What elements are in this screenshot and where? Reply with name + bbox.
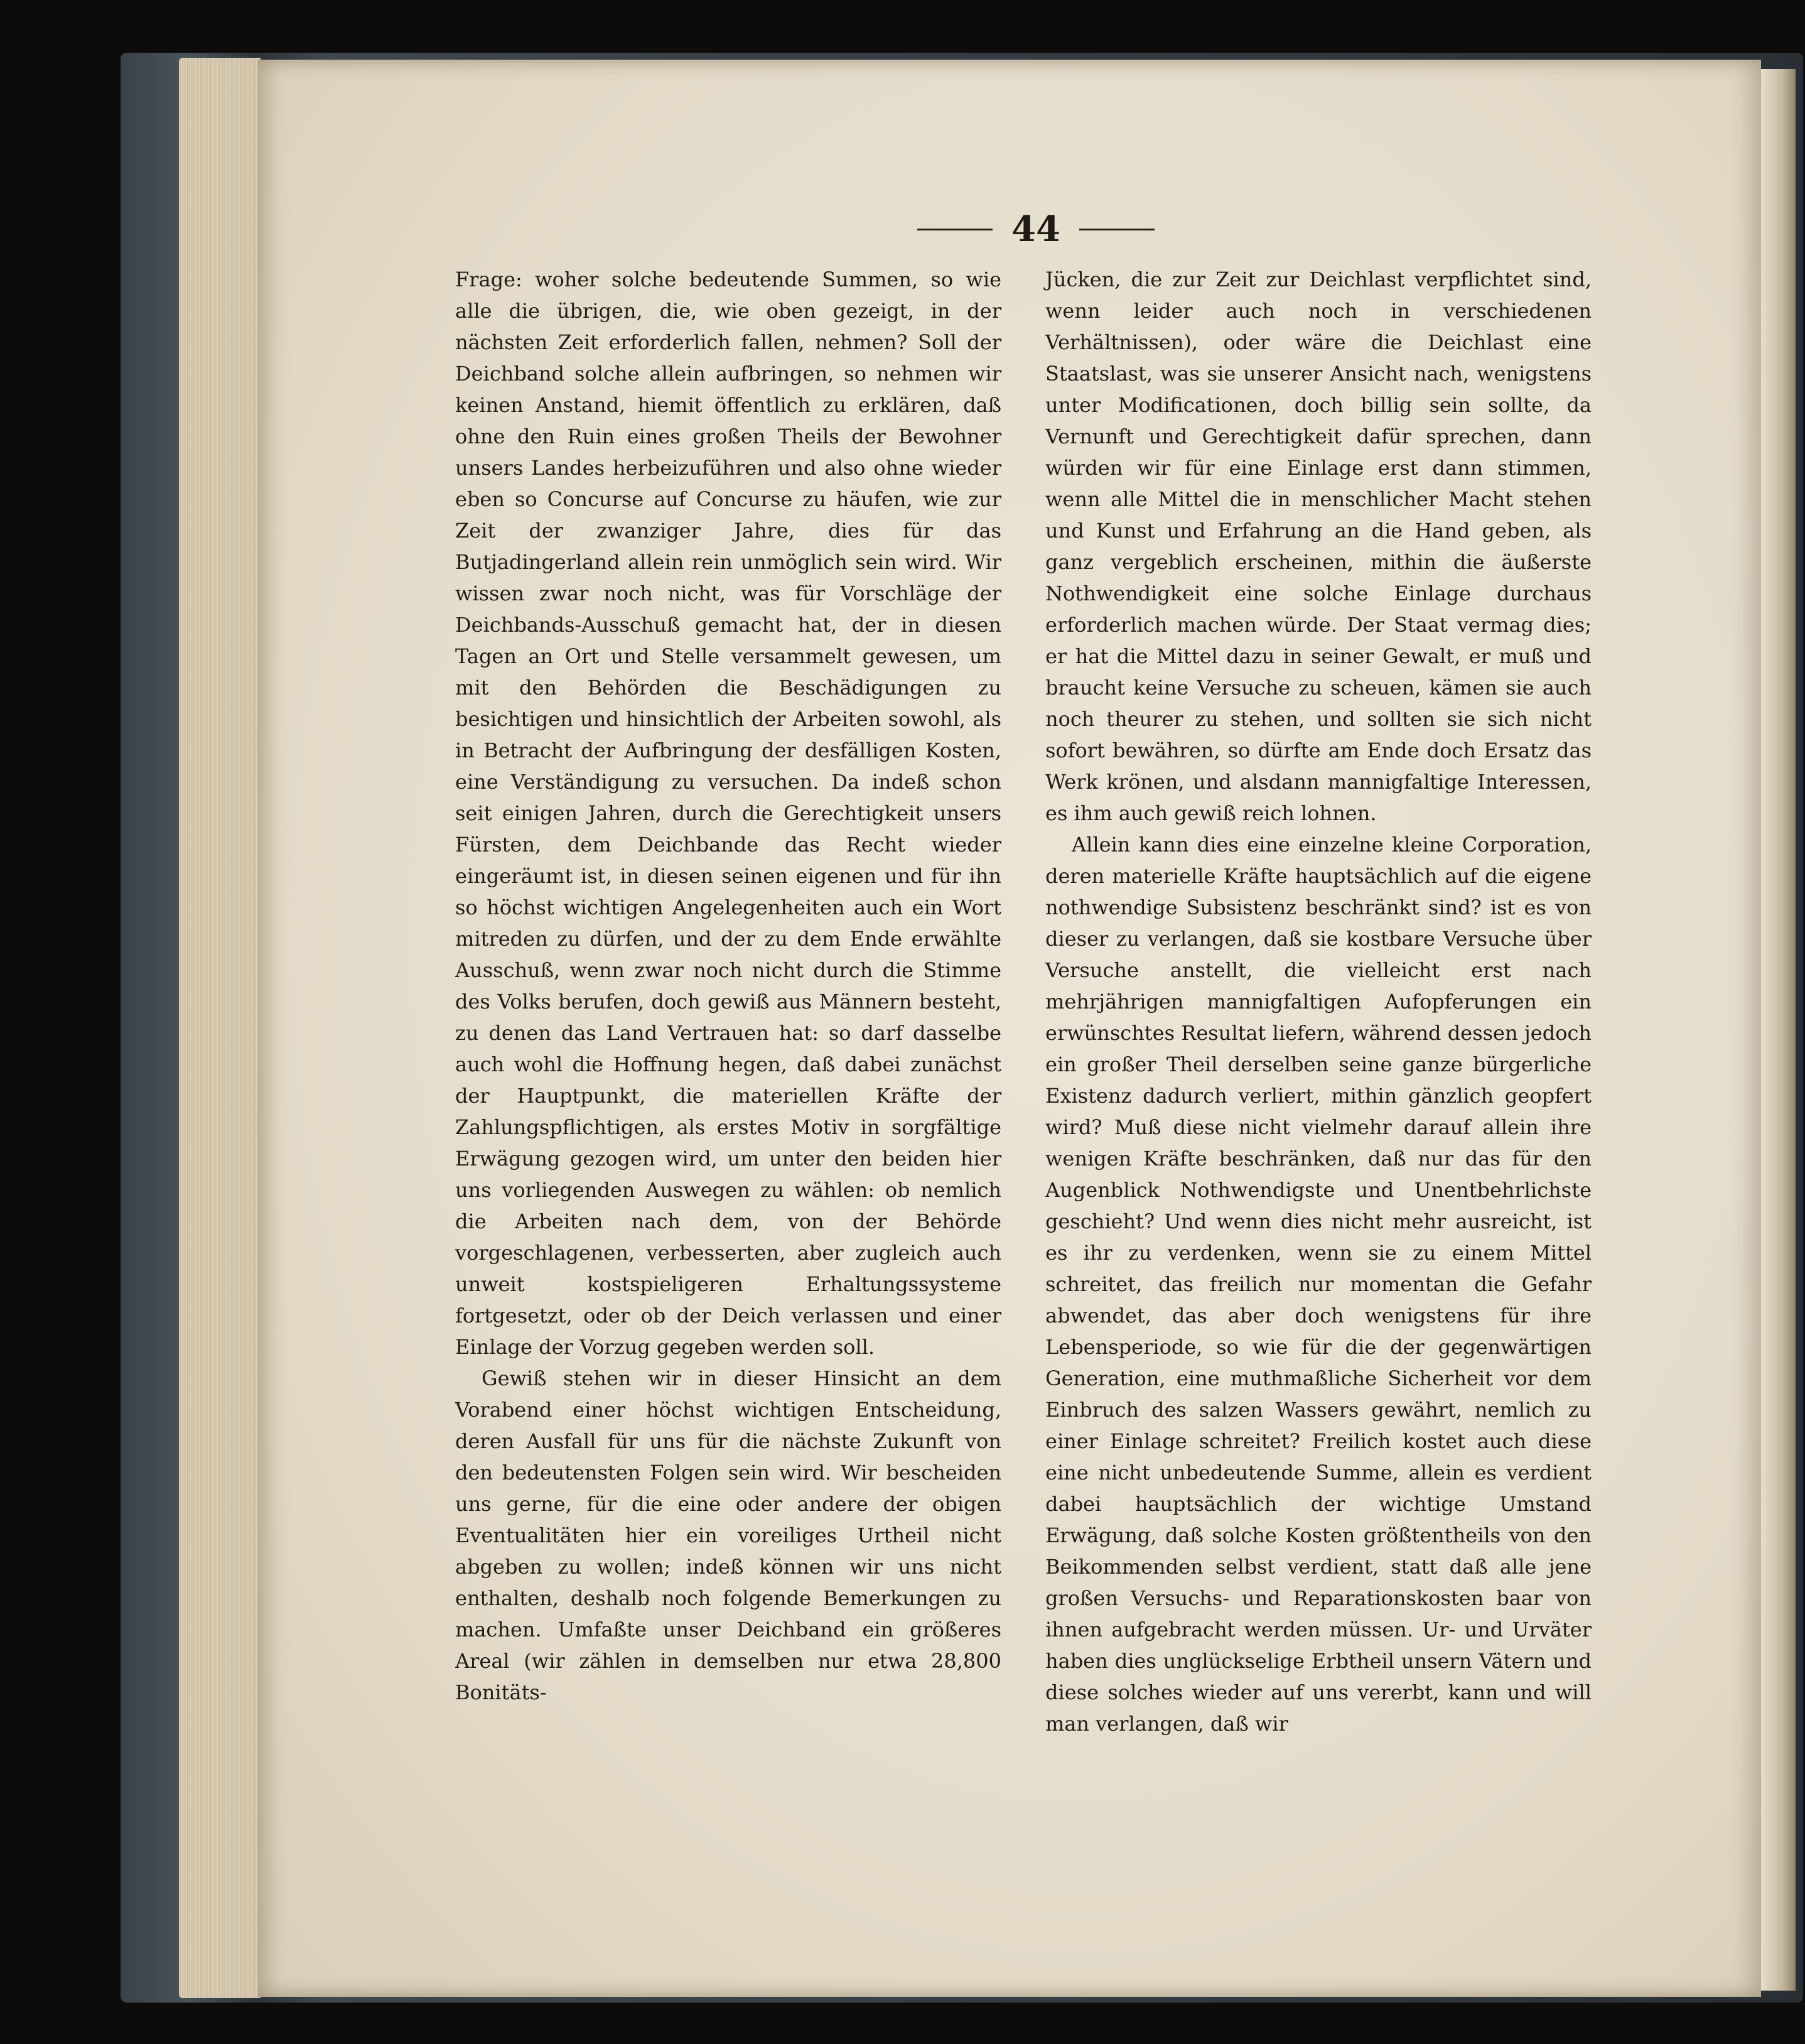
- page-number: 44: [1011, 208, 1060, 250]
- left-paragraph-1: Frage: woher solche bedeutende Summen, so wie alle die übrigen, die, wie oben gezeigt, in der nächsten Zeit erforderlich fallen, nehmen? Soll der Deichband solche allein aufbringen, so nehmen wir keinen Anstand, hiemit öffentlich zu erklären, daß ohne den Ruin eines großen Theils der Bewohner unsers Landes herbeizuführen und also ohne wieder eben so Concurse auf Concurse zu häufen, wie zur Zeit der zwanziger Jahre, dies für das Butjadingerland allein rein unmöglich sein wird. Wir wissen zwar noch nicht, was für Vorschläge der Deichbands-Ausschuß gemacht hat, der in diesen Tagen an Ort und Stelle versammelt gewesen, um mit den Behörden die Beschädigungen zu besichtigen und hinsichtlich der Arbeiten sowohl, als in Betracht der Aufbringung der desfälligen Kosten, eine Verständigung zu versuchen. Da indeß schon seit einigen Jahren, durch die Gerechtigkeit unsers Fürsten, dem Deichbande das Recht wieder eingeräumt ist, in diesen seinen eigenen und für ihn so höchst wichtigen Angelegenheiten auch ein Wort mitreden zu dürfen, und der zu dem Ende erwählte Ausschuß, wenn zwar noch nicht durch die Stimme des Volks berufen, doch gewiß aus Männern besteht, zu denen das Land Vertrauen hat: so darf dasselbe auch wohl die Hoffnung hegen, daß dabei zunächst der Hauptpunkt, die materiellen Kräfte der Zahlungspflichtigen, als erstes Motiv in sorgfältige Erwägung gezogen wird, um unter den beiden hier uns vorliegenden Auswegen zu wählen: ob nemlich die Arbeiten nach dem, von der Behörde vorgeschlagenen, verbesserten, aber zugleich auch unweit kostspieligeren Erhaltungssysteme fortgesetzt, oder ob der Deich verlassen und einer Einlage der Vorzug gegeben werden soll.: [455, 268, 1001, 1359]
- right-column: [1045, 264, 1592, 1758]
- left-paragraph-2: Gewiß stehen wir in dieser Hinsicht an dem Vorabend einer höchst wichtigen Entscheidung, deren Ausfall für uns für die nächste Zukunft von den bedeutensten Folgen sein wird. Wir bescheiden uns gerne, für die eine oder andere der obigen Eventualitäten hier ein voreiliges Urtheil nicht abgeben zu wollen; indeß können wir uns nicht enthalten, deshalb noch folgende Bemerkungen zu machen. Umfaßte unser Deichband ein größeres Areal (wir zählen in demselben nur etwa 28,800 Bonitäts-: [455, 1366, 1001, 1704]
- right-paragraph-2: Allein kann dies eine einzelne kleine Corporation, deren materielle Kräfte hauptsächlich auf die eigene nothwendige Subsistenz beschränkt sind? ist es von dieser zu verlangen, daß sie kostbare Versuche über Versuche anstellt, die vielleicht erst nach mehrjährigen mannigfaltigen Aufopferungen ein erwünschtes Resultat liefern, während dessen jedoch ein großer Theil derselben seine ganze bürgerliche Existenz dadurch verliert, mithin gänzlich geopfert wird? Muß diese nicht vielmehr darauf allein ihre wenigen Kräfte beschränken, daß nur das für den Augenblick Nothwendigste und Unentbehrlichste geschieht? Und wenn dies nicht mehr ausreicht, ist es ihr zu verdenken, wenn sie zu einem Mittel schreitet, das freilich nur momentan die Gefahr abwendet, das aber doch wenigstens für ihre Lebensperiode, so wie für die der gegenwärtigen Generation, eine muthmaßliche Sicherheit vor dem Einbruch des salzen Wassers gewährt, nemlich zu einer Einlage schreitet? Freilich kostet auch diese eine nicht unbedeutende Summe, allein es verdient dabei hauptsächlich der wichtige Umstand Erwägung, daß solche Kosten größtentheils von den Beikommenden selbst verdient, statt daß alle jene großen Versuchs- und Reparationskosten baar von ihnen aufgebracht werden müssen. Ur- und Urväter haben dies unglückselige Erbtheil unsern Vätern und diese solches wieder auf uns vererbt, kann und will man verlangen, daß wir: [1045, 833, 1592, 1736]
- page-edges: [179, 58, 261, 1998]
- page-header: [879, 204, 1193, 254]
- page-fore-edge: [1761, 69, 1796, 1991]
- right-paragraph-1: Jücken, die zur Zeit zur Deichlast verpflichtet sind, wenn leider auch noch in verschiedenen Verhältnissen), oder wäre die Deichlast eine Staatslast, was sie unserer Ansicht nach, wenigstens unter Modificationen, doch billig sein sollte, da Vernunft und Gerechtigkeit dafür sprechen, dann würden wir für eine Einlage erst dann stimmen, wenn alle Mittel die in menschlicher Macht stehen und Kunst und Erfahrung an die Hand geben, als ganz vergeblich erscheinen, mithin die äußerste Nothwendigkeit eine solche Einlage durchaus erforderlich machen würde. Der Staat vermag dies; er hat die Mittel dazu in seiner Gewalt, er muß und braucht keine Versuche zu scheuen, kämen sie auch noch theurer zu stehen, und sollten sie sich nicht sofort bewähren, so dürfte am Ende doch Ersatz das Werk krönen, und alsdann mannigfaltige Interessen, es ihm auch gewiß reich lohnen.: [1045, 268, 1592, 825]
- left-column: [455, 264, 1001, 1758]
- header-rule-right: [1079, 229, 1155, 230]
- header-rule-left: [917, 229, 993, 230]
